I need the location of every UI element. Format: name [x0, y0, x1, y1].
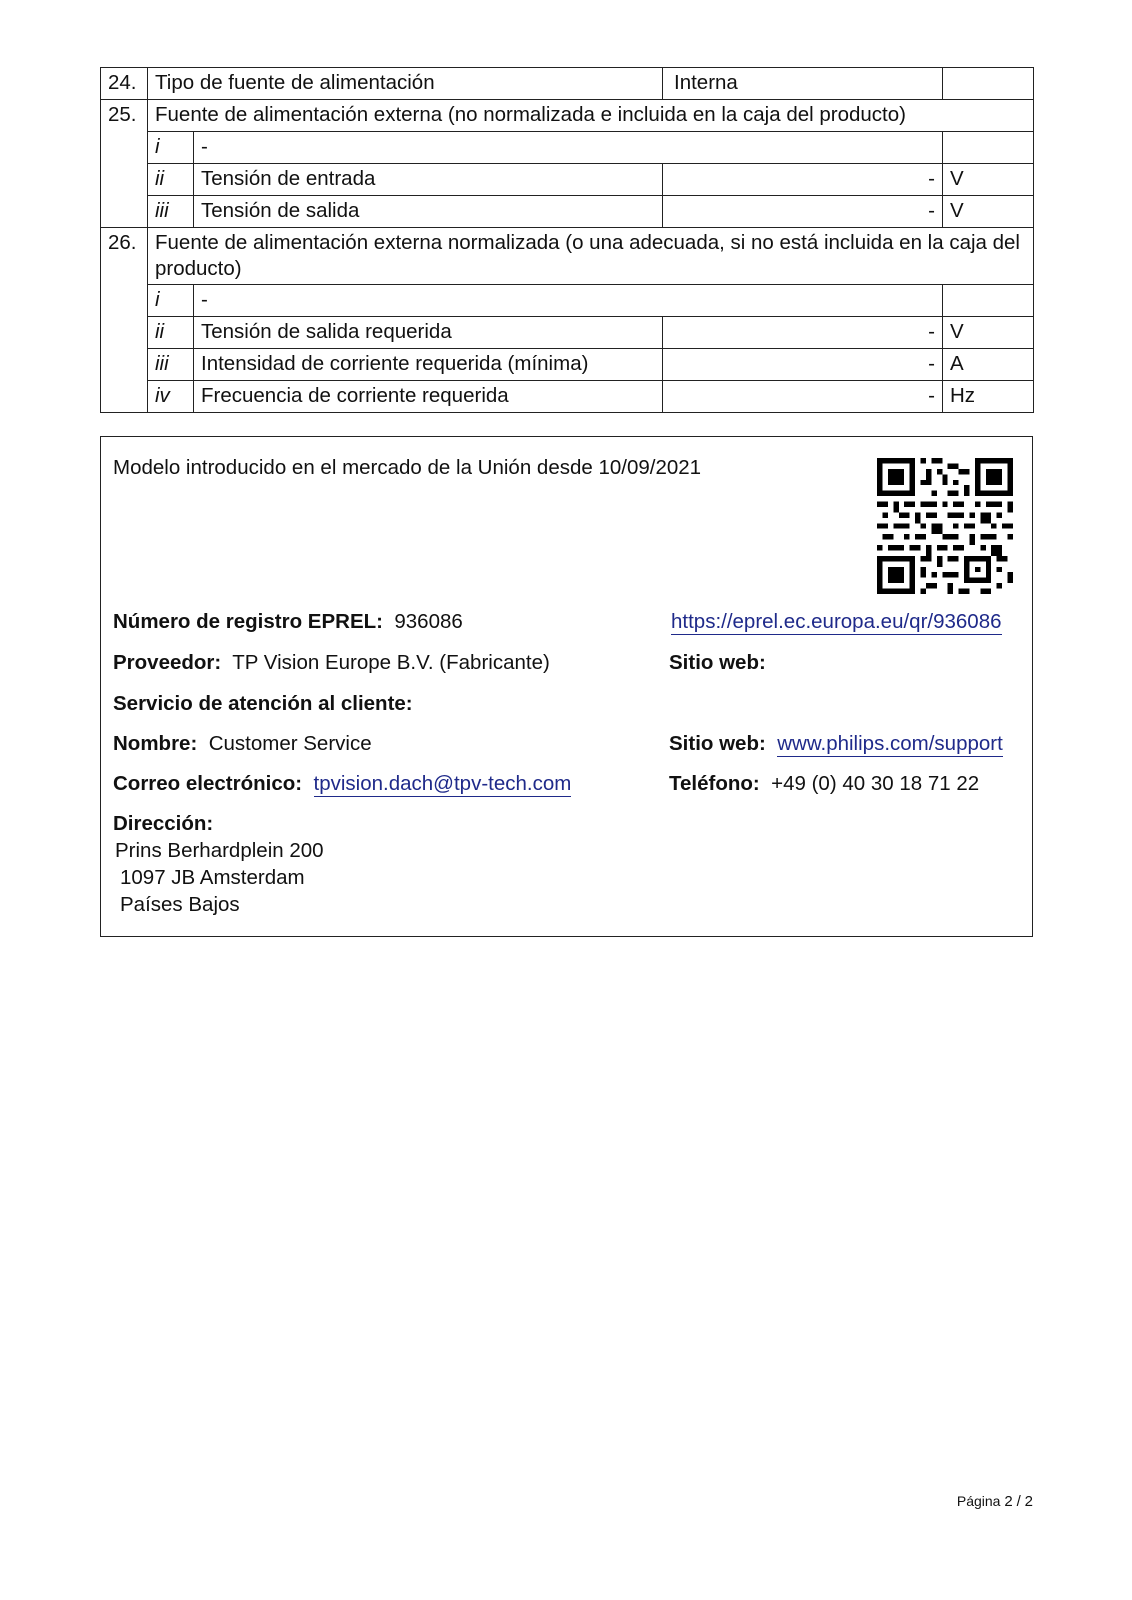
row-unit: V: [943, 164, 1034, 196]
address-label-row: [113, 811, 213, 837]
row-number: 24.: [101, 68, 148, 100]
table-row-24: [101, 68, 1034, 100]
supplier-web-label: Sitio web:: [669, 651, 766, 674]
row-roman: ii: [148, 164, 194, 196]
table-row-25: [101, 100, 1034, 132]
row-value: -: [663, 381, 943, 413]
phone-cell: [669, 771, 979, 797]
eprel-url-cell: [671, 609, 1002, 635]
row-label: Tensión de salida requerida: [194, 317, 663, 349]
row-label: Tipo de fuente de alimentación: [148, 68, 663, 100]
eprel-row: [113, 609, 463, 635]
row-roman: iii: [148, 349, 194, 381]
table-row-26-ii: [101, 317, 1034, 349]
product-info-box: [100, 436, 1033, 937]
customer-service-heading: Servicio de atención al cliente:: [113, 692, 413, 715]
page-footer: [957, 1493, 1033, 1510]
page-label: Página: [956, 1493, 1001, 1509]
address-label: Dirección:: [113, 812, 214, 835]
row-value: -: [663, 349, 943, 381]
table-row-26-iv: [101, 381, 1034, 413]
address-line-2: 1097 JB Amsterdam: [120, 866, 305, 889]
email-link[interactable]: tpvision.dach@tpv-tech.com: [313, 772, 572, 795]
row-label: Fuente de alimentación externa (no normalizada e incluida en la caja del producto): [148, 100, 1034, 132]
supplier-label: Proveedor:: [113, 651, 222, 674]
phone-label: Teléfono:: [669, 772, 760, 795]
supplier-row: [113, 650, 550, 676]
customer-service-heading-row: [113, 691, 413, 717]
supplier-web-cell: [669, 650, 766, 676]
service-web-link[interactable]: www.philips.com/support: [777, 732, 1003, 755]
row-label: Fuente de alimentación externa normalizada (o una adecuada, si no está incluida en la caja del producto): [148, 228, 1034, 285]
row-label: Tensión de entrada: [194, 164, 663, 196]
row-roman: ii: [148, 317, 194, 349]
qr-code-icon: [877, 458, 1013, 594]
service-web-label: Sitio web:: [669, 732, 766, 755]
email-label: Correo electrónico:: [113, 772, 303, 795]
eprel-label: Número de registro EPREL:: [113, 610, 383, 633]
row-value: -: [663, 164, 943, 196]
supplier-name: TP Vision Europe B.V. (Fabricante): [232, 651, 550, 674]
email-row: [113, 771, 571, 797]
address-line-1: Prins Berhardplein 200: [115, 839, 324, 862]
row-unit: V: [943, 196, 1034, 228]
row-label: Tensión de salida: [194, 196, 663, 228]
eprel-link[interactable]: https://eprel.ec.europa.eu/qr/936086: [671, 610, 1002, 633]
row-value: Interna: [663, 68, 943, 100]
row-label: -: [194, 132, 943, 164]
service-web-cell: [669, 731, 1003, 757]
row-number: 26.: [101, 228, 148, 285]
row-label: Frecuencia de corriente requerida: [194, 381, 663, 413]
page-current: 2: [1004, 1493, 1013, 1510]
page-separator: /: [1016, 1493, 1021, 1510]
row-label: Intensidad de corriente requerida (mínima): [194, 349, 663, 381]
table-row-25-iii: [101, 196, 1034, 228]
row-unit: A: [943, 349, 1034, 381]
row-roman: i: [148, 132, 194, 164]
spec-table: [100, 67, 1034, 413]
row-unit: [943, 68, 1034, 100]
table-row-26-iii: [101, 349, 1034, 381]
row-unit: V: [943, 317, 1034, 349]
table-row-25-ii: [101, 164, 1034, 196]
table-row-25-i: [101, 132, 1034, 164]
row-label: -: [194, 285, 943, 317]
phone-number: +49 (0) 40 30 18 71 22: [771, 772, 980, 795]
eprel-number: 936086: [394, 610, 463, 633]
table-row-26-i: [101, 285, 1034, 317]
service-name: Customer Service: [208, 732, 372, 755]
spec-table-container: [100, 67, 1033, 413]
row-value: -: [663, 196, 943, 228]
row-roman: iv: [148, 381, 194, 413]
row-unit: Hz: [943, 381, 1034, 413]
market-intro-text: Modelo introducido en el mercado de la Unión desde 10/09/2021: [113, 456, 702, 479]
row-number: 25.: [101, 100, 148, 132]
table-row-26: [101, 228, 1034, 285]
row-value: -: [663, 317, 943, 349]
service-name-label: Nombre:: [113, 732, 198, 755]
row-roman: iii: [148, 196, 194, 228]
service-name-row: [113, 731, 372, 757]
address-line-3: Países Bajos: [120, 893, 240, 916]
page-total: 2: [1024, 1493, 1033, 1510]
row-roman: i: [148, 285, 194, 317]
